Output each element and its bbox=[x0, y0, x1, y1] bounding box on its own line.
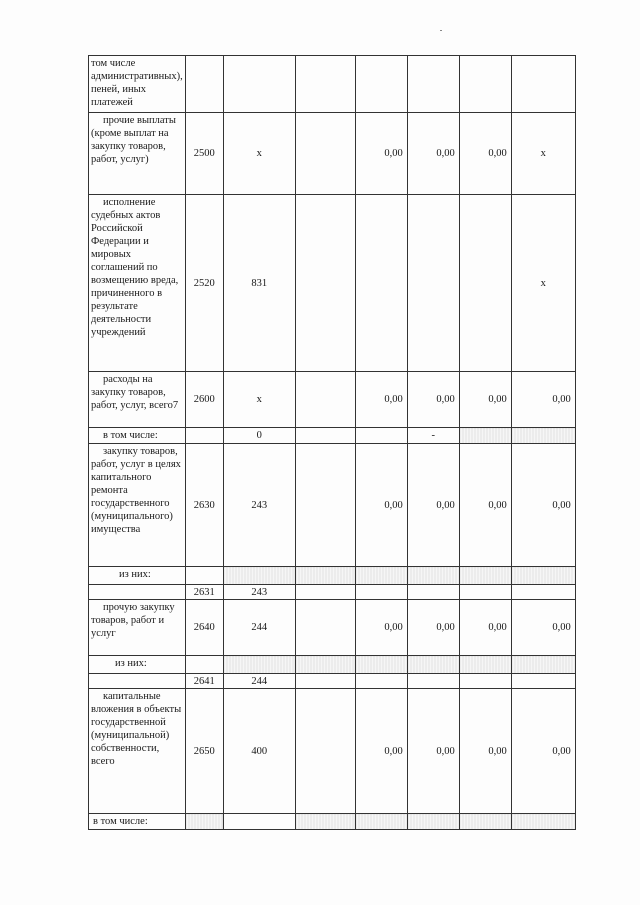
row-name: расходы на закупку товаров, работ, услуг, всего7 bbox=[89, 372, 186, 428]
row-col4 bbox=[355, 674, 407, 689]
row-col4: 0,00 bbox=[355, 372, 407, 428]
row-code: 2650 bbox=[185, 689, 223, 814]
row-col6: 0,00 bbox=[459, 444, 511, 567]
row-col3 bbox=[295, 674, 355, 689]
row-col4 bbox=[355, 656, 407, 674]
row-col4 bbox=[355, 56, 407, 113]
row-col5: 0,00 bbox=[407, 113, 459, 195]
row-name: том числе административных), пеней, иных платежей bbox=[89, 56, 186, 113]
row-col6: 0,00 bbox=[459, 372, 511, 428]
table-row bbox=[89, 113, 576, 195]
table-row bbox=[89, 689, 576, 814]
row-col3 bbox=[295, 567, 355, 585]
row-col4 bbox=[355, 195, 407, 372]
row-col4 bbox=[355, 814, 407, 830]
row-col3 bbox=[295, 656, 355, 674]
table-row bbox=[89, 814, 576, 830]
row-col7 bbox=[511, 428, 575, 444]
expenses-table bbox=[88, 55, 576, 830]
row-col3 bbox=[295, 444, 355, 567]
row-kosgu: х bbox=[223, 113, 295, 195]
row-code bbox=[185, 567, 223, 585]
row-col3 bbox=[295, 372, 355, 428]
row-code bbox=[185, 56, 223, 113]
row-col5 bbox=[407, 56, 459, 113]
row-col7: 0,00 bbox=[511, 689, 575, 814]
row-code: 2631 bbox=[185, 585, 223, 600]
row-col6 bbox=[459, 656, 511, 674]
row-name: прочие выплаты (кроме выплат на закупку товаров, работ, услуг) bbox=[89, 113, 186, 195]
row-name: из них: bbox=[89, 656, 186, 674]
row-col7: 0,00 bbox=[511, 372, 575, 428]
scan-speck bbox=[440, 30, 442, 31]
row-col3 bbox=[295, 428, 355, 444]
table-row bbox=[89, 56, 576, 113]
row-col5: - bbox=[407, 428, 459, 444]
row-col3 bbox=[295, 56, 355, 113]
row-kosgu bbox=[223, 814, 295, 830]
row-col7 bbox=[511, 567, 575, 585]
row-col6 bbox=[459, 567, 511, 585]
row-name: в том числе: bbox=[89, 814, 186, 830]
row-col5 bbox=[407, 674, 459, 689]
row-col6 bbox=[459, 56, 511, 113]
row-col3 bbox=[295, 600, 355, 656]
row-col7 bbox=[511, 56, 575, 113]
row-col7: х bbox=[511, 195, 575, 372]
row-col4: 0,00 bbox=[355, 444, 407, 567]
row-name: в том числе: bbox=[89, 428, 186, 444]
row-kosgu: 831 bbox=[223, 195, 295, 372]
table-row bbox=[89, 674, 576, 689]
row-code: 2640 bbox=[185, 600, 223, 656]
row-col5 bbox=[407, 814, 459, 830]
row-col5 bbox=[407, 585, 459, 600]
table-row bbox=[89, 656, 576, 674]
row-col5: 0,00 bbox=[407, 689, 459, 814]
table-row bbox=[89, 195, 576, 372]
row-kosgu bbox=[223, 656, 295, 674]
row-col4: 0,00 bbox=[355, 689, 407, 814]
row-col6 bbox=[459, 585, 511, 600]
row-code: 2520 bbox=[185, 195, 223, 372]
row-code bbox=[185, 428, 223, 444]
row-kosgu bbox=[223, 567, 295, 585]
row-name: прочую закупку товаров, работ и услуг bbox=[89, 600, 186, 656]
row-name bbox=[89, 674, 186, 689]
row-kosgu bbox=[223, 56, 295, 113]
row-col6: 0,00 bbox=[459, 689, 511, 814]
table-row bbox=[89, 567, 576, 585]
row-name: закупку товаров, работ, услуг в целях капитального ремонта государственного (муниципального) имущества bbox=[89, 444, 186, 567]
row-col4: 0,00 bbox=[355, 113, 407, 195]
row-col7 bbox=[511, 674, 575, 689]
row-kosgu: 243 bbox=[223, 444, 295, 567]
row-name: исполнение судебных актов Российской Федерации и мировых соглашений по возмещению вреда, причиненного в результате деятельности учреждений bbox=[89, 195, 186, 372]
row-name: капитальные вложения в объекты государственной (муниципальной) собственности, всего bbox=[89, 689, 186, 814]
row-col5: 0,00 bbox=[407, 372, 459, 428]
row-col6: 0,00 bbox=[459, 600, 511, 656]
row-code: 2500 bbox=[185, 113, 223, 195]
row-code bbox=[185, 656, 223, 674]
row-col4 bbox=[355, 585, 407, 600]
row-col7: 0,00 bbox=[511, 600, 575, 656]
table-row bbox=[89, 372, 576, 428]
row-col5 bbox=[407, 656, 459, 674]
row-kosgu: 0 bbox=[223, 428, 295, 444]
row-col7 bbox=[511, 656, 575, 674]
row-col3 bbox=[295, 195, 355, 372]
row-col4 bbox=[355, 428, 407, 444]
row-col5 bbox=[407, 195, 459, 372]
row-name: из них: bbox=[89, 567, 186, 585]
row-name bbox=[89, 585, 186, 600]
row-col4: 0,00 bbox=[355, 600, 407, 656]
row-col5 bbox=[407, 567, 459, 585]
row-col7 bbox=[511, 585, 575, 600]
row-kosgu: 244 bbox=[223, 600, 295, 656]
table-row bbox=[89, 444, 576, 567]
row-col7 bbox=[511, 814, 575, 830]
row-col6 bbox=[459, 814, 511, 830]
row-code bbox=[185, 814, 223, 830]
row-col4 bbox=[355, 567, 407, 585]
table-row bbox=[89, 600, 576, 656]
row-code: 2600 bbox=[185, 372, 223, 428]
row-kosgu: 244 bbox=[223, 674, 295, 689]
row-col6: 0,00 bbox=[459, 113, 511, 195]
row-col3 bbox=[295, 689, 355, 814]
row-col7: х bbox=[511, 113, 575, 195]
row-col3 bbox=[295, 113, 355, 195]
row-kosgu: 400 bbox=[223, 689, 295, 814]
row-code: 2630 bbox=[185, 444, 223, 567]
row-col6 bbox=[459, 428, 511, 444]
row-kosgu: 243 bbox=[223, 585, 295, 600]
row-col6 bbox=[459, 674, 511, 689]
row-col3 bbox=[295, 585, 355, 600]
table-row bbox=[89, 585, 576, 600]
row-code: 2641 bbox=[185, 674, 223, 689]
row-col6 bbox=[459, 195, 511, 372]
table-row bbox=[89, 428, 576, 444]
row-col7: 0,00 bbox=[511, 444, 575, 567]
row-col5: 0,00 bbox=[407, 444, 459, 567]
row-col5: 0,00 bbox=[407, 600, 459, 656]
row-col3 bbox=[295, 814, 355, 830]
row-kosgu: х bbox=[223, 372, 295, 428]
